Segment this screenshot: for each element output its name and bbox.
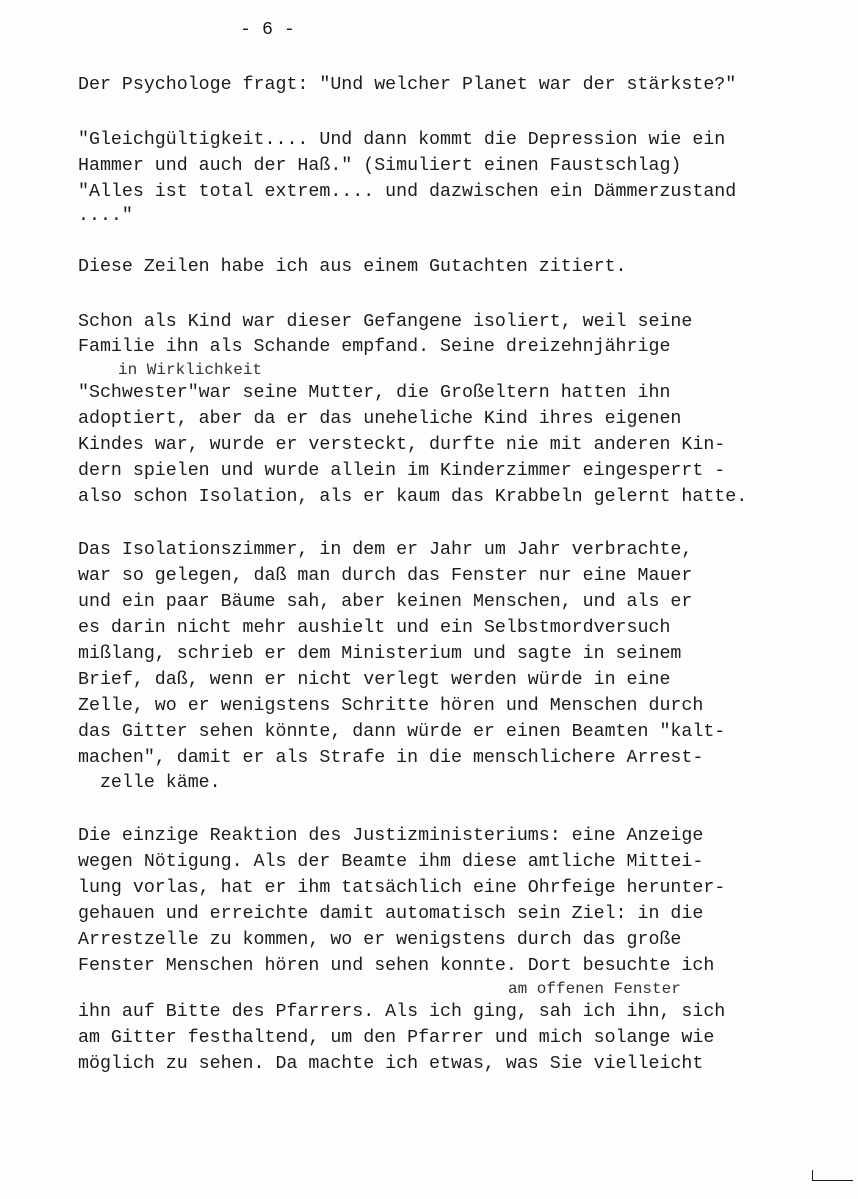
text-line: ...." xyxy=(78,206,133,226)
text-line: Die einzige Reaktion des Justizministeriums: eine Anzeige xyxy=(78,826,704,846)
text-line: und ein paar Bäume sah, aber keinen Menschen, und als er xyxy=(78,592,693,612)
text-line: es darin nicht mehr aushielt und ein Selbstmordversuch xyxy=(78,618,671,638)
text-line: "Schwester"war seine Mutter, die Großeltern hatten ihn xyxy=(78,383,671,403)
text-line: Das Isolationszimmer, in dem er Jahr um Jahr verbrachte, xyxy=(78,540,693,560)
text-line: zelle käme. xyxy=(78,773,221,793)
text-line: möglich zu sehen. Da machte ich etwas, was Sie vielleicht xyxy=(78,1054,704,1074)
text-line: "Alles ist total extrem.... und dazwischen ein Dämmerzustand xyxy=(78,182,737,202)
text-line: war so gelegen, daß man durch das Fenster nur eine Mauer xyxy=(78,566,693,586)
text-line: dern spielen und wurde allein im Kinderzimmer eingesperrt - xyxy=(78,461,726,481)
text-line: das Gitter sehen könnte, dann würde er einen Beamten "kalt- xyxy=(78,722,726,742)
text-line: gehauen und erreichte damit automatisch sein Ziel: in die xyxy=(78,904,704,924)
text-line: adoptiert, aber da er das uneheliche Kind ihres eigenen xyxy=(78,409,682,429)
handwritten-insertion: am offenen Fenster xyxy=(508,980,681,998)
text-line: Fenster Menschen hören und sehen konnte. Dort besuchte ich xyxy=(78,956,715,976)
page-number: - 6 - xyxy=(240,20,295,40)
text-line: Brief, daß, wenn er nicht verlegt werden würde in eine xyxy=(78,670,671,690)
text-line: mißlang, schrieb er dem Ministerium und sagte in seinem xyxy=(78,644,682,664)
text-line: also schon Isolation, als er kaum das Krabbeln gelernt hatte. xyxy=(78,487,748,507)
text-line: wegen Nötigung. Als der Beamte ihm diese amtliche Mittei- xyxy=(78,852,704,872)
text-line: Hammer und auch der Haß." (Simuliert einen Faustschlag) xyxy=(78,156,682,176)
text-line: "Gleichgültigkeit.... Und dann kommt die Depression wie ein xyxy=(78,130,726,150)
handwritten-insertion: in Wirklichkeit xyxy=(118,361,263,379)
text-line: Familie ihn als Schande empfand. Seine dreizehnjährige xyxy=(78,337,671,357)
text-line: Arrestzelle zu kommen, wo er wenigstens durch das große xyxy=(78,930,682,950)
text-line: Zelle, wo er wenigstens Schritte hören und Menschen durch xyxy=(78,696,704,716)
text-line: Der Psychologe fragt: "Und welcher Planet war der stärkste?" xyxy=(78,75,737,95)
text-line: Schon als Kind war dieser Gefangene isoliert, weil seine xyxy=(78,312,693,332)
text-line: Diese Zeilen habe ich aus einem Gutachten zitiert. xyxy=(78,257,627,277)
text-line: machen", damit er als Strafe in die menschlichere Arrest- xyxy=(78,748,704,768)
text-line: lung vorlas, hat er ihm tatsächlich eine Ohrfeige herunter- xyxy=(78,878,726,898)
page-corner-mark xyxy=(812,1170,853,1181)
text-line: ihn auf Bitte des Pfarrers. Als ich ging, sah ich ihn, sich xyxy=(78,1002,726,1022)
text-line: am Gitter festhaltend, um den Pfarrer und mich solange wie xyxy=(78,1028,715,1048)
text-line: Kindes war, wurde er versteckt, durfte nie mit anderen Kin- xyxy=(78,435,726,455)
